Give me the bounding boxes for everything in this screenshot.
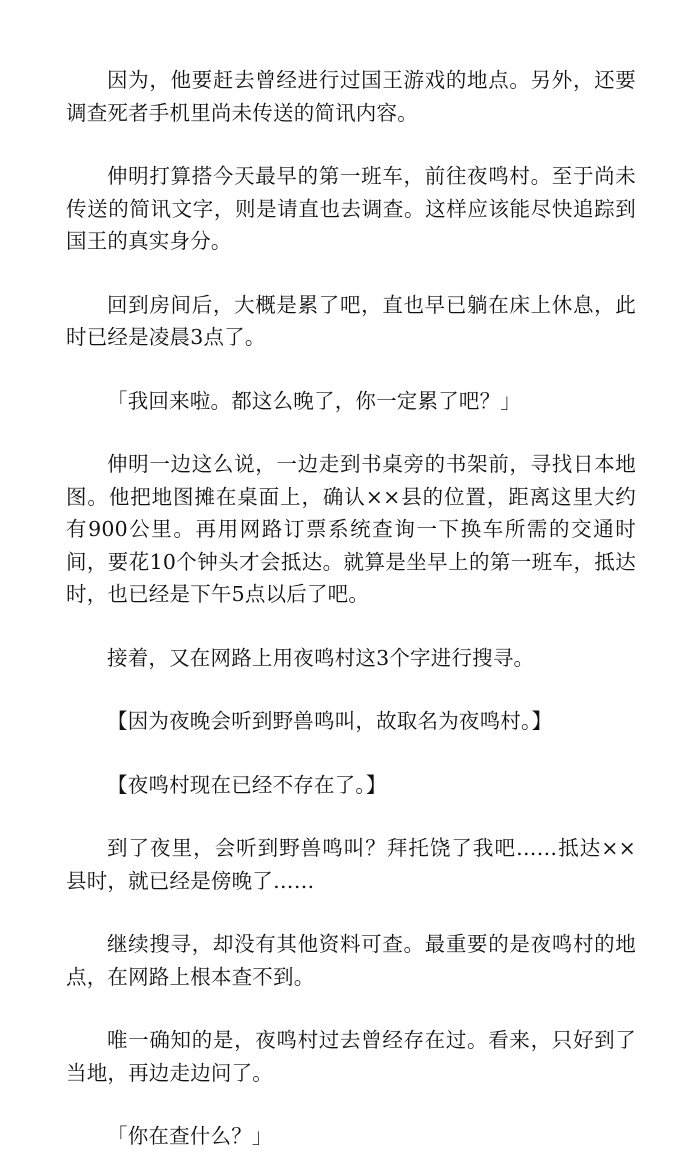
paragraph-1: 因为，他要赶去曾经进行过国王游戏的地点。另外，还要调查死者手机里尚未传送的简讯内容。 [66, 68, 636, 125]
paragraph-10: 继续搜寻，却没有其他资料可查。最重要的是夜鸣村的地点，在网路上根本查不到。 [66, 932, 636, 989]
paragraph-7-search-result: 【因为夜晚会听到野兽鸣叫，故取名为夜鸣村。】 [107, 709, 553, 733]
paragraph-11: 唯一确知的是，夜鸣村过去曾经存在过。看来，只好到了当地，再边走边问了。 [66, 1028, 636, 1085]
paragraph-12-dialogue: 「你在查什么？」 [107, 1124, 273, 1148]
paragraph-2: 伸明打算搭今天最早的第一班车，前往夜鸣村。至于尚未传送的简讯文字，则是请直也去调查。这样应该能尽快追踪到国王的真实身分。 [66, 164, 636, 253]
paragraph-8-search-result: 【夜鸣村现在已经不存在了。】 [107, 772, 387, 797]
paragraph-5: 伸明一边这么说，一边走到书桌旁的书架前，寻找日本地图。他把地图摊在桌面上，确认××县的位置，距离这里大约有900公里。再用网路订票系统查询一下换车所需的交通时间，要花10个钟头才会抵达。就算是坐早上的第一班车，抵达时，也已经是下午5点以后了吧。 [66, 452, 636, 606]
paragraph-6: 接着，又在网路上用夜鸣村这3个字进行搜寻。 [107, 645, 535, 670]
paragraph-9: 到了夜里，会听到野兽鸣叫？拜托饶了我吧……抵达××县时，就已经是傍晚了…… [66, 836, 636, 893]
paragraph-3: 回到房间后，大概是累了吧，直也早已躺在床上休息，此时已经是凌晨3点了。 [66, 292, 636, 349]
paragraph-4-dialogue: 「我回来啦。都这么晚了，你一定累了吧？」 [107, 388, 521, 413]
